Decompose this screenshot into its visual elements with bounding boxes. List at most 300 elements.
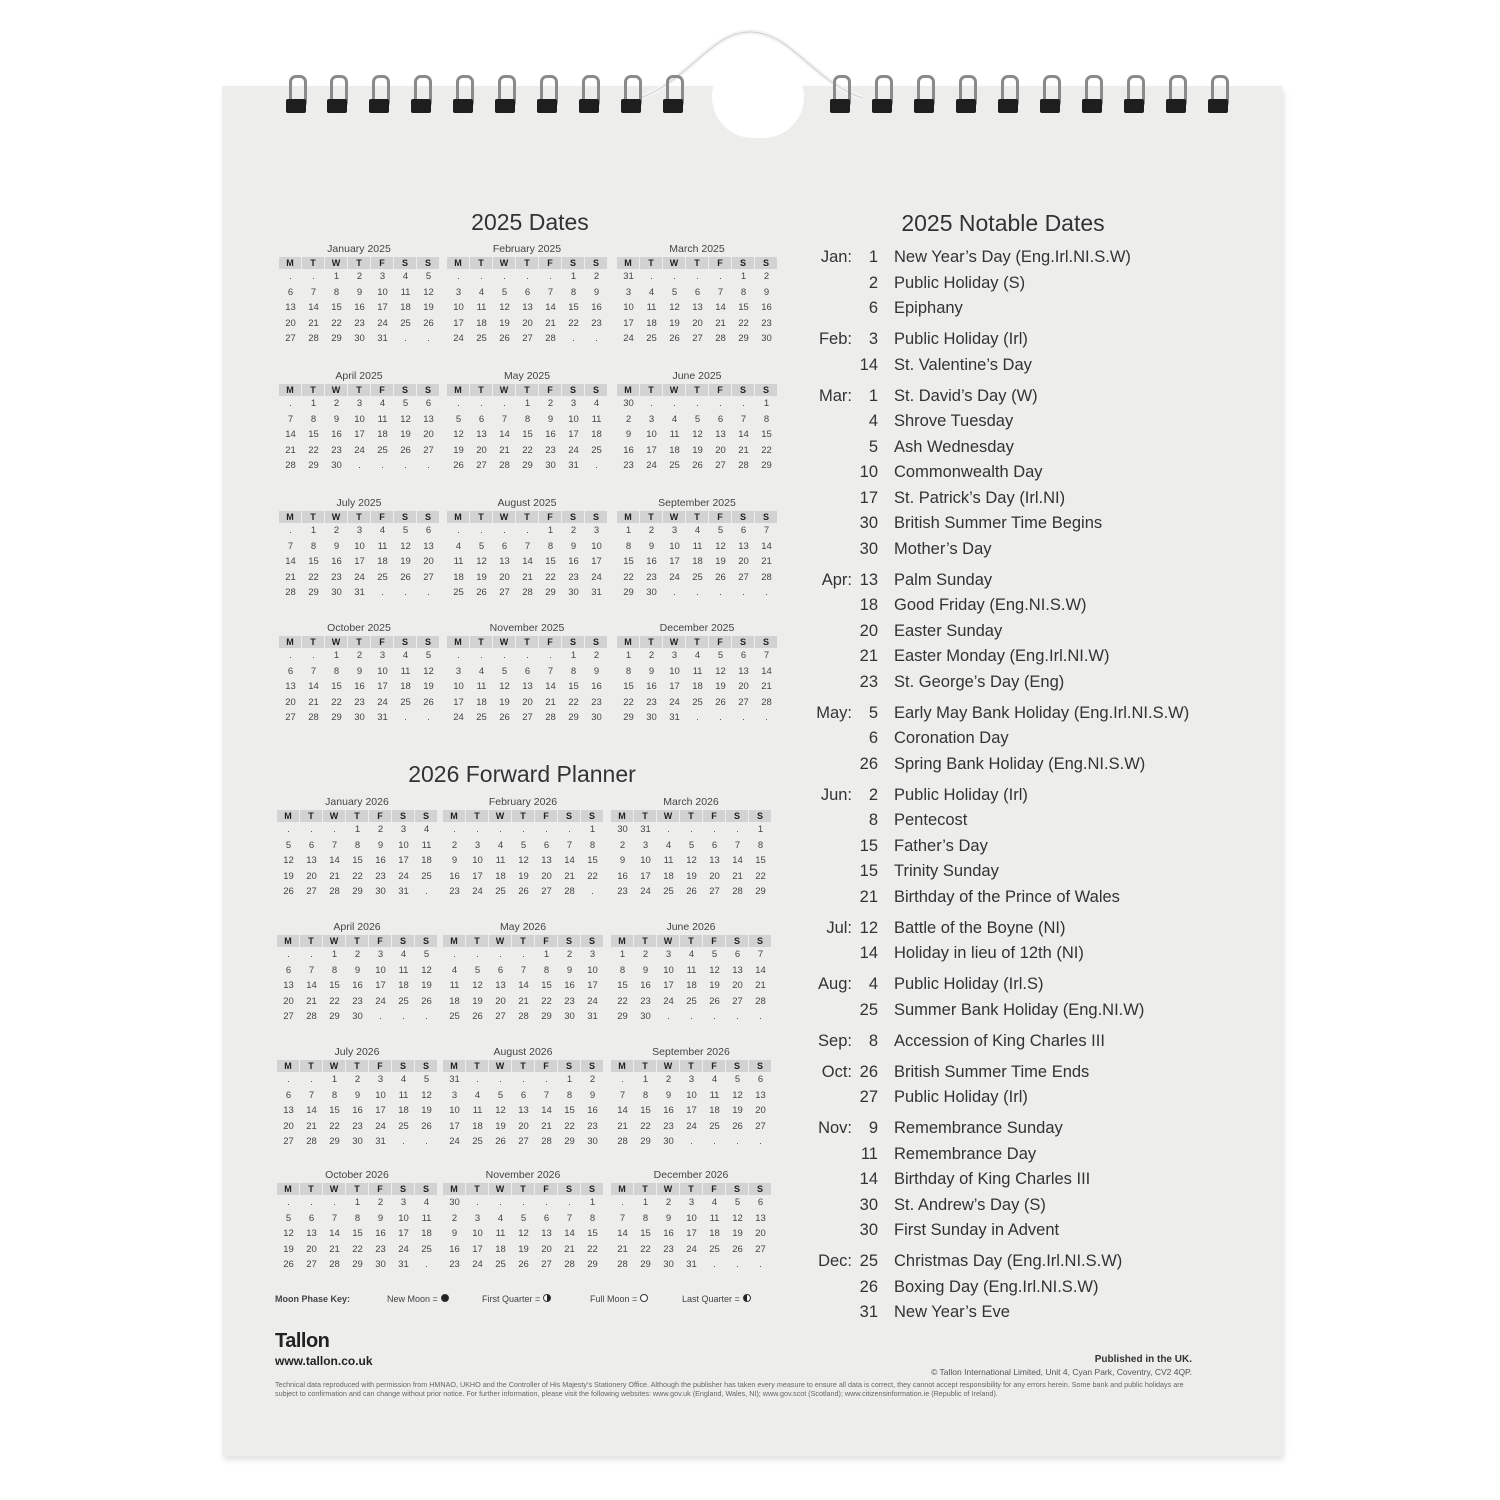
day-cell: 7 xyxy=(566,1212,573,1224)
day-cell: 12 xyxy=(686,855,697,866)
notable-event: Early May Bank Holiday (Eng.Irl.NI.S.W) xyxy=(894,703,1190,722)
day-cell: 3 xyxy=(377,949,384,960)
weekday-header: W xyxy=(489,1183,512,1195)
day-cell: 30 xyxy=(640,1011,651,1022)
weekday-header: S xyxy=(415,1060,438,1072)
day-cell: 6 xyxy=(520,1089,527,1101)
day-cell: 14 xyxy=(329,855,340,866)
notable-date-row xyxy=(800,486,1230,512)
notable-date-row xyxy=(800,885,1230,911)
day-cell: 28 xyxy=(564,1259,575,1270)
day-cell: 23 xyxy=(587,1120,598,1132)
day-cell: 28 xyxy=(329,1259,340,1270)
day-cell: 3 xyxy=(671,525,678,536)
month-calendar xyxy=(279,496,439,601)
day-cell: 29 xyxy=(617,1011,628,1022)
month-name: March 2025 xyxy=(669,243,725,255)
day-cell: 26 xyxy=(518,1259,529,1270)
day-cell: 19 xyxy=(400,556,411,567)
notable-date-row xyxy=(800,1275,1230,1301)
month-grid xyxy=(443,935,604,1025)
weekday-header: S xyxy=(392,1060,415,1072)
day-cell: 3 xyxy=(455,286,462,298)
weekday-header: W xyxy=(325,636,348,648)
notable-event: Shrove Tuesday xyxy=(894,412,1014,430)
day-cell: 17 xyxy=(568,429,579,440)
day-cell: 4 xyxy=(688,949,695,960)
day-cell: 10 xyxy=(669,540,680,552)
empty-day: . xyxy=(650,271,653,282)
notable-month-label: Nov: xyxy=(818,1119,852,1137)
day-cell: 30 xyxy=(449,1197,460,1208)
day-cell: 22 xyxy=(623,696,634,708)
day-cell: 12 xyxy=(423,665,434,677)
day-cell: 12 xyxy=(495,1105,506,1116)
empty-day: . xyxy=(381,460,384,471)
day-cell: 17 xyxy=(640,870,651,882)
website-link[interactable]: www.tallon.co.uk xyxy=(275,1354,373,1368)
day-cell: 26 xyxy=(421,995,432,1007)
day-cell: 16 xyxy=(545,429,556,440)
notable-event: Christmas Day (Eng.Irl.NI.S.W) xyxy=(894,1252,1123,1270)
weekday-header: T xyxy=(686,636,709,648)
day-cell: 28 xyxy=(761,696,772,708)
day-cell: 30 xyxy=(591,712,602,723)
weekday-header: F xyxy=(371,636,394,648)
day-cell: 13 xyxy=(522,302,533,313)
full-moon-icon xyxy=(640,1294,648,1302)
notable-event: Summer Bank Holiday (Eng.NI.W) xyxy=(894,1000,1145,1019)
day-cell: 17 xyxy=(453,317,464,329)
day-cell: 15 xyxy=(761,429,772,440)
day-cell: 8 xyxy=(740,286,747,298)
weekday-header: W xyxy=(663,636,686,648)
day-cell: 27 xyxy=(692,333,703,344)
day-cell: 6 xyxy=(285,1089,292,1101)
month-calendar xyxy=(443,1045,603,1150)
day-cell: 24 xyxy=(375,1120,386,1132)
day-cell: 5 xyxy=(734,1197,741,1208)
day-cell: 25 xyxy=(421,870,432,882)
day-cell: 13 xyxy=(755,1212,766,1224)
day-cell: 26 xyxy=(423,696,434,708)
month-grid xyxy=(447,257,608,347)
month-name: May 2025 xyxy=(503,370,551,382)
weekday-header: M xyxy=(443,935,466,947)
day-cell: 31 xyxy=(449,1074,460,1085)
day-cell: 7 xyxy=(287,413,294,425)
day-cell: 28 xyxy=(285,587,296,598)
weekday-header: T xyxy=(470,511,493,523)
day-cell: 30 xyxy=(352,1136,363,1147)
day-cell: 13 xyxy=(499,556,510,567)
day-cell: 4 xyxy=(478,286,485,298)
notable-day: 27 xyxy=(859,1088,878,1106)
day-cell: 23 xyxy=(591,317,602,329)
day-cell: 18 xyxy=(421,1228,432,1239)
weekday-header: F xyxy=(369,1183,392,1195)
day-cell: 6 xyxy=(425,525,432,536)
day-cell: 8 xyxy=(333,286,340,298)
notable-event: Good Friday (Eng.NI.S.W) xyxy=(894,596,1087,614)
day-cell: 28 xyxy=(761,571,772,583)
weekday-header: S xyxy=(726,935,749,947)
empty-day: . xyxy=(480,525,483,536)
day-cell: 2 xyxy=(665,1197,672,1208)
day-cell: 11 xyxy=(495,855,506,866)
day-cell: 11 xyxy=(400,286,411,298)
day-cell: 7 xyxy=(543,1089,550,1101)
day-cell: 9 xyxy=(648,540,655,552)
day-cell: 26 xyxy=(400,571,411,583)
empty-day: . xyxy=(480,271,483,282)
empty-day: . xyxy=(526,525,529,536)
empty-day: . xyxy=(673,398,676,409)
weekday-header: W xyxy=(663,511,686,523)
disclaimer-text: Technical data reproduced with permission from HMNAO, UKHO and the Controller of His Majesty’s Stationery Office. Although the publisher has taken every measure to ensure all data is correct, they cannot accept responsibility for any errors herein. Some bank and public holidays are subject to confirmation and can change without prior notice. For further information, please visit the following websites: www.gov.uk (England, Wales, NI); www.gov.scot (Scotland); www.citizensinformation.ie (Republic of Ireland). xyxy=(275,1380,1184,1398)
day-cell: 27 xyxy=(423,571,434,583)
day-cell: 21 xyxy=(541,1120,552,1132)
month-grid xyxy=(277,935,438,1025)
day-cell: 16 xyxy=(663,1228,674,1239)
day-cell: 21 xyxy=(617,1243,628,1255)
notable-date-row xyxy=(800,916,1230,942)
month-grid xyxy=(447,511,608,601)
empty-day: . xyxy=(696,587,699,598)
binding-ring xyxy=(369,75,391,115)
day-cell: 14 xyxy=(617,1228,628,1239)
day-cell: 20 xyxy=(755,1105,766,1116)
day-cell: 17 xyxy=(669,681,680,692)
day-cell: 27 xyxy=(306,1259,317,1270)
day-cell: 31 xyxy=(686,1259,697,1270)
notable-day: 2 xyxy=(868,273,878,292)
day-cell: 22 xyxy=(352,1243,363,1255)
day-cell: 21 xyxy=(308,317,319,329)
day-cell: 2 xyxy=(593,271,600,282)
day-cell: 5 xyxy=(520,1212,527,1224)
day-cell: 30 xyxy=(587,1136,598,1147)
day-cell: 4 xyxy=(711,1074,718,1085)
weekday-header: T xyxy=(686,384,709,396)
day-cell: 1 xyxy=(642,1197,649,1208)
day-cell: 24 xyxy=(587,995,598,1007)
day-cell: 23 xyxy=(449,886,460,897)
day-cell: 10 xyxy=(472,1228,483,1239)
empty-day: . xyxy=(287,949,290,960)
empty-day: . xyxy=(736,824,739,835)
notable-month-group xyxy=(800,916,1230,967)
weekday-header: M xyxy=(447,384,470,396)
empty-day: . xyxy=(425,1259,428,1270)
notable-day: 8 xyxy=(868,811,878,829)
month-calendar xyxy=(617,369,777,474)
notable-event: Easter Sunday xyxy=(894,621,1003,640)
day-cell: 26 xyxy=(283,886,294,897)
notable-month-group xyxy=(800,1116,1230,1244)
weekday-header: T xyxy=(348,384,371,396)
day-cell: 7 xyxy=(308,1089,315,1101)
notable-date-row xyxy=(800,1300,1230,1326)
day-cell: 18 xyxy=(377,556,388,567)
day-cell: 22 xyxy=(640,1243,651,1255)
day-cell: 14 xyxy=(285,556,296,567)
day-cell: 19 xyxy=(453,444,464,456)
day-cell: 8 xyxy=(333,665,340,677)
day-cell: 26 xyxy=(423,317,434,329)
notable-date-row xyxy=(800,859,1230,885)
day-cell: 19 xyxy=(732,1228,743,1239)
day-cell: 3 xyxy=(474,1212,481,1224)
day-cell: 29 xyxy=(522,460,533,471)
day-cell: 29 xyxy=(541,1011,552,1022)
day-cell: 14 xyxy=(306,980,317,991)
empty-day: . xyxy=(713,824,716,835)
day-cell: 4 xyxy=(455,540,462,552)
day-cell: 7 xyxy=(331,839,338,851)
empty-day: . xyxy=(719,271,722,282)
weekday-header: W xyxy=(323,1183,346,1195)
notable-month-group xyxy=(800,972,1230,1023)
day-cell: 2 xyxy=(333,525,340,536)
day-cell: 21 xyxy=(308,696,319,708)
day-cell: 2 xyxy=(547,398,554,409)
day-cell: 10 xyxy=(472,855,483,866)
day-cell: 7 xyxy=(740,413,747,425)
day-cell: 25 xyxy=(398,995,409,1007)
notable-day: 10 xyxy=(859,463,878,481)
empty-day: . xyxy=(549,271,552,282)
empty-day: . xyxy=(545,1074,548,1085)
notable-day: 11 xyxy=(860,1144,878,1163)
day-cell: 20 xyxy=(755,1228,766,1239)
day-cell: 28 xyxy=(522,587,533,598)
day-cell: 21 xyxy=(329,870,340,882)
day-cell: 6 xyxy=(740,650,747,661)
day-cell: 24 xyxy=(453,333,464,344)
notable-day: 1 xyxy=(868,248,878,266)
day-cell: 15 xyxy=(738,302,749,313)
planner-2026-title: 2026 Forward Planner xyxy=(408,761,636,787)
day-cell: 15 xyxy=(587,855,598,866)
day-cell: 8 xyxy=(354,1212,361,1224)
day-cell: 25 xyxy=(646,333,657,344)
notable-date-row xyxy=(800,353,1230,379)
month-name: October 2025 xyxy=(327,622,391,634)
day-cell: 23 xyxy=(663,1243,674,1255)
day-cell: 14 xyxy=(617,1105,628,1116)
day-cell: 27 xyxy=(476,460,487,471)
month-name: April 2026 xyxy=(333,921,381,933)
day-cell: 1 xyxy=(625,650,632,661)
month-grid xyxy=(279,511,440,601)
day-cell: 8 xyxy=(547,540,554,552)
day-cell: 9 xyxy=(451,855,458,866)
day-cell: 2 xyxy=(642,949,649,960)
day-cell: 2 xyxy=(648,650,655,661)
day-cell: 4 xyxy=(379,398,386,409)
day-cell: 30 xyxy=(331,460,342,471)
weekday-header: S xyxy=(749,1183,772,1195)
notable-event: Battle of the Boyne (NI) xyxy=(894,918,1066,937)
notable-month-label: Mar: xyxy=(819,386,852,405)
day-cell: 15 xyxy=(640,1228,651,1239)
day-cell: 5 xyxy=(734,1074,741,1085)
month-calendar xyxy=(617,621,777,726)
weekday-header: T xyxy=(302,384,325,396)
month-name: November 2025 xyxy=(489,622,565,634)
month-calendar xyxy=(611,920,771,1025)
day-cell: 13 xyxy=(423,413,434,425)
month-grid xyxy=(279,257,440,347)
empty-day: . xyxy=(457,271,460,282)
day-cell: 12 xyxy=(499,302,510,313)
day-cell: 11 xyxy=(449,980,460,991)
empty-day: . xyxy=(526,650,529,661)
notable-date-row xyxy=(800,998,1230,1024)
month-name: February 2026 xyxy=(488,796,558,808)
published-note: Published in the UK. xyxy=(1094,1354,1192,1365)
day-cell: 28 xyxy=(715,333,726,344)
day-cell: 23 xyxy=(331,571,342,583)
day-cell: 5 xyxy=(285,839,292,851)
day-cell: 25 xyxy=(709,1243,720,1255)
day-cell: 1 xyxy=(310,398,317,409)
day-cell: 25 xyxy=(495,1259,506,1270)
day-cell: 14 xyxy=(545,681,556,692)
day-cell: 14 xyxy=(518,980,529,991)
day-cell: 13 xyxy=(692,302,703,313)
notable-month-group xyxy=(800,245,1230,322)
day-cell: 15 xyxy=(352,1228,363,1239)
day-cell: 26 xyxy=(715,571,726,583)
weekday-header: F xyxy=(709,636,732,648)
day-cell: 15 xyxy=(617,980,628,991)
day-cell: 2 xyxy=(356,650,363,661)
weekday-header: T xyxy=(512,1060,535,1072)
empty-day: . xyxy=(719,587,722,598)
day-cell: 3 xyxy=(356,525,363,536)
notable-month-label: Feb: xyxy=(818,330,852,348)
first-quarter-label: First Quarter = xyxy=(482,1294,541,1304)
day-cell: 2 xyxy=(648,525,655,536)
day-cell: 26 xyxy=(283,1259,294,1270)
weekday-header: W xyxy=(325,257,348,269)
day-cell: 15 xyxy=(568,681,579,692)
day-cell: 12 xyxy=(472,980,483,991)
day-cell: 31 xyxy=(591,587,602,598)
weekday-header: T xyxy=(466,935,489,947)
day-cell: 1 xyxy=(524,398,531,409)
empty-day: . xyxy=(402,1011,405,1022)
notable-event: Public Holiday (Irl) xyxy=(894,1088,1028,1106)
day-cell: 4 xyxy=(451,964,458,976)
month-grid xyxy=(611,810,772,900)
day-cell: 12 xyxy=(715,665,726,677)
day-cell: 8 xyxy=(354,839,361,851)
day-cell: 8 xyxy=(543,964,550,976)
binding-ring xyxy=(1082,75,1104,115)
weekday-header: S xyxy=(558,1060,581,1072)
day-cell: 9 xyxy=(566,964,573,976)
notable-event: Easter Monday (Eng.Irl.NI.W) xyxy=(894,647,1110,665)
weekday-header: W xyxy=(493,257,516,269)
month-name: December 2026 xyxy=(653,1169,729,1181)
day-cell: 27 xyxy=(709,886,720,897)
notable-date-row xyxy=(800,384,1230,410)
day-cell: 31 xyxy=(354,587,365,598)
notable-event: Remembrance Day xyxy=(894,1144,1037,1163)
empty-day: . xyxy=(333,1197,336,1208)
empty-day: . xyxy=(696,271,699,282)
notable-event: Holiday in lieu of 12th (NI) xyxy=(894,944,1084,962)
day-cell: 2 xyxy=(570,525,577,536)
day-cell: 10 xyxy=(354,540,365,552)
binding-ring xyxy=(453,75,475,115)
day-cell: 22 xyxy=(329,995,340,1007)
day-cell: 14 xyxy=(761,665,772,677)
notable-event: British Summer Time Begins xyxy=(894,514,1103,532)
empty-day: . xyxy=(713,1011,716,1022)
day-cell: 8 xyxy=(625,665,632,677)
day-cell: 23 xyxy=(352,1120,363,1132)
weekday-header: T xyxy=(512,935,535,947)
day-cell: 12 xyxy=(692,429,703,440)
day-cell: 8 xyxy=(589,1212,596,1224)
notable-event: Birthday of the Prince of Wales xyxy=(894,887,1120,906)
day-cell: 12 xyxy=(400,540,411,552)
notable-event: British Summer Time Ends xyxy=(894,1062,1090,1081)
day-cell: 24 xyxy=(472,886,483,897)
day-cell: 29 xyxy=(331,712,342,723)
day-cell: 16 xyxy=(331,429,342,440)
day-cell: 17 xyxy=(686,1105,697,1116)
day-cell: 18 xyxy=(400,302,411,313)
day-cell: 15 xyxy=(640,1105,651,1116)
weekday-header: S xyxy=(417,384,440,396)
day-cell: 17 xyxy=(377,302,388,313)
day-cell: 19 xyxy=(518,870,529,882)
month-calendar xyxy=(279,621,439,726)
day-cell: 8 xyxy=(625,540,632,552)
day-cell: 17 xyxy=(663,980,674,991)
empty-day: . xyxy=(476,1197,479,1208)
day-cell: 4 xyxy=(497,1212,504,1224)
empty-day: . xyxy=(650,398,653,409)
day-cell: 15 xyxy=(329,1105,340,1116)
full-moon-label: Full Moon = xyxy=(590,1294,638,1304)
day-cell: 21 xyxy=(306,995,317,1007)
weekday-header: S xyxy=(394,511,417,523)
day-cell: 18 xyxy=(692,556,703,567)
weekday-header: T xyxy=(516,384,539,396)
day-cell: 17 xyxy=(354,556,365,567)
month-grid xyxy=(611,935,772,1025)
day-cell: 13 xyxy=(285,681,296,692)
day-cell: 30 xyxy=(564,1011,575,1022)
day-cell: 24 xyxy=(686,1120,697,1132)
weekday-header: F xyxy=(539,384,562,396)
day-cell: 12 xyxy=(709,964,720,976)
day-cell: 7 xyxy=(520,964,527,976)
weekday-header: T xyxy=(640,384,663,396)
month-name: May 2026 xyxy=(499,921,547,933)
day-cell: 28 xyxy=(541,1136,552,1147)
day-cell: 3 xyxy=(474,839,481,851)
month-calendar xyxy=(617,242,777,347)
weekday-header: W xyxy=(493,384,516,396)
day-cell: 22 xyxy=(308,571,319,583)
